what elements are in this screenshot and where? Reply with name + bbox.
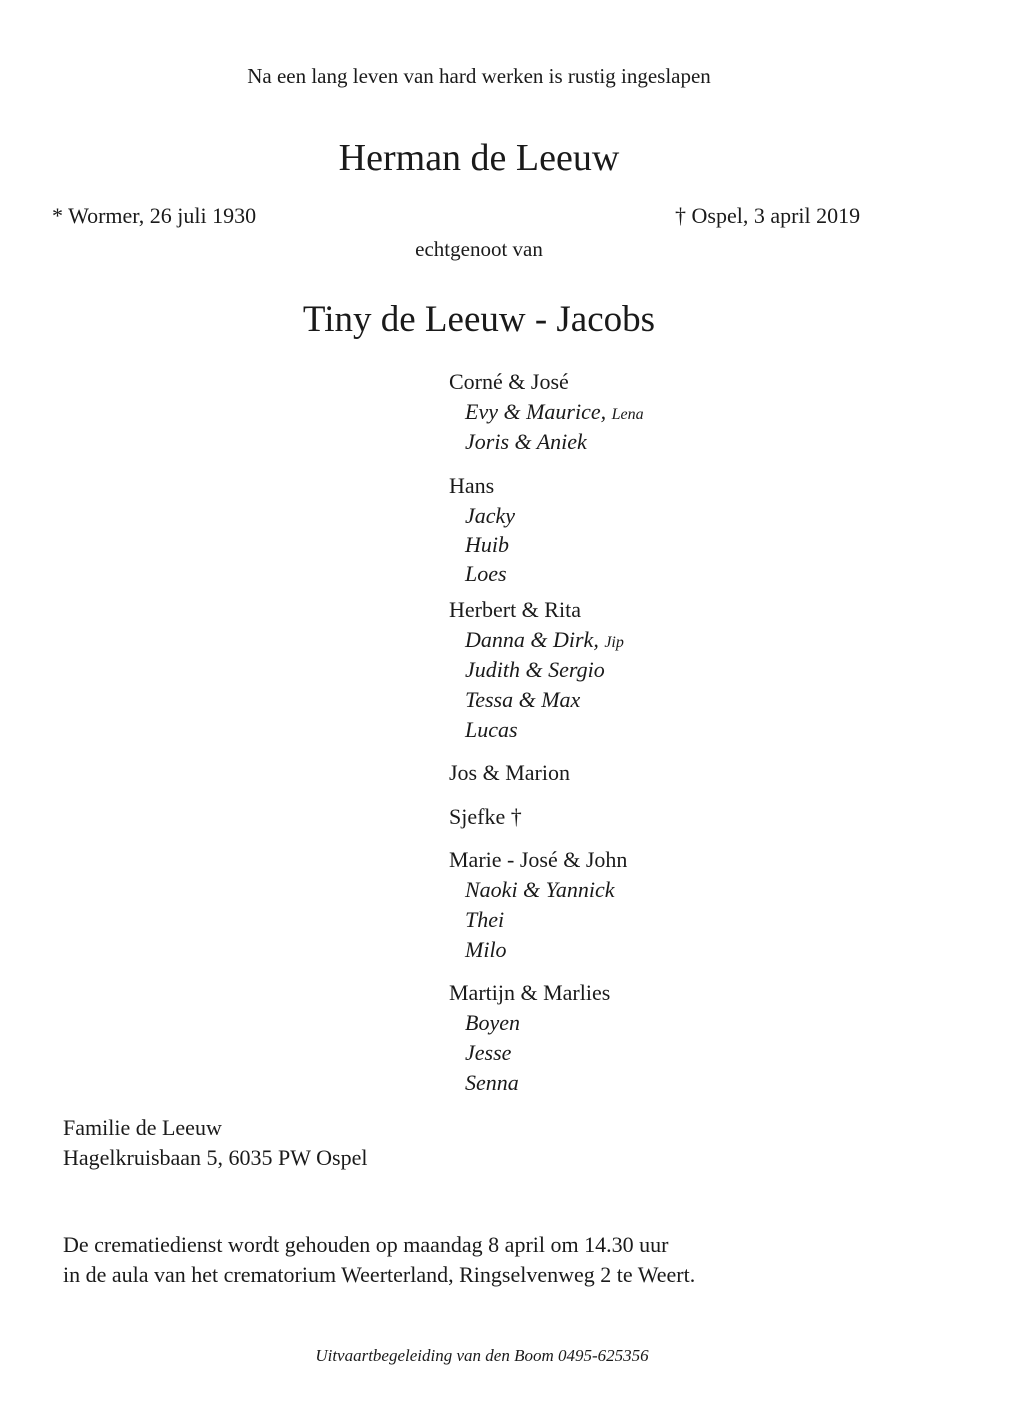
family-group [449, 845, 627, 965]
family-head: Sjefke † [449, 804, 522, 829]
family-member: Thei [465, 907, 505, 932]
family-member: Tessa & Max [465, 687, 581, 712]
deceased-name: Herman de Leeuw [338, 137, 620, 179]
family-group [449, 595, 624, 745]
family-head: Jos & Marion [449, 760, 570, 785]
family-head: Marie - José & John [449, 847, 628, 872]
family-member: Lucas [465, 717, 518, 742]
family-member: Danna & Dirk, Jip [465, 627, 624, 652]
contact-name: Familie de Leeuw [63, 1115, 222, 1140]
family-group [449, 978, 610, 1098]
service-info [63, 1230, 695, 1290]
death-line: † Ospel, 3 april 2019 [675, 203, 861, 228]
family-member: Milo [465, 937, 507, 962]
family-group [449, 802, 522, 832]
family-head: Martijn & Marlies [449, 980, 611, 1005]
grandchild-name: Lena [611, 406, 644, 423]
spouse-name: Tiny de Leeuw - Jacobs [302, 299, 656, 340]
family-member: Jacky [465, 503, 516, 528]
family-group [449, 758, 570, 788]
grandchild-name: Jip [604, 634, 624, 651]
family-member: Joris & Aniek [465, 429, 587, 454]
family-group [449, 367, 644, 457]
contact-address [63, 1113, 368, 1173]
family-head: Herbert & Rita [449, 597, 581, 622]
intro-text: Na een lang leven van hard werken is rustig ingeslapen [247, 64, 711, 88]
family-member: Evy & Maurice, Lena [465, 399, 644, 424]
family-member: Huib [465, 532, 509, 557]
service-line-2: in de aula van het crematorium Weerterland, Ringselvenweg 2 te Weert. [63, 1262, 696, 1287]
spouse-of-text: echtgenoot van [415, 237, 543, 261]
birth-line: * Wormer, 26 juli 1930 [52, 203, 257, 228]
family-member: Naoki & Yannick [465, 877, 615, 902]
family-member: Senna [465, 1070, 519, 1095]
family-group [449, 471, 515, 588]
family-member: Loes [465, 561, 507, 586]
family-head: Hans [449, 473, 495, 498]
contact-street: Hagelkruisbaan 5, 6035 PW Ospel [63, 1145, 368, 1170]
family-head: Corné & José [449, 369, 569, 394]
family-member: Jesse [465, 1040, 512, 1065]
family-member: Judith & Sergio [465, 657, 605, 682]
family-member: Boyen [465, 1010, 520, 1035]
funeral-director: Uitvaartbegeleiding van den Boom 0495-625356 [315, 1346, 649, 1365]
service-line-1: De crematiedienst wordt gehouden op maandag 8 april om 14.30 uur [63, 1232, 669, 1257]
